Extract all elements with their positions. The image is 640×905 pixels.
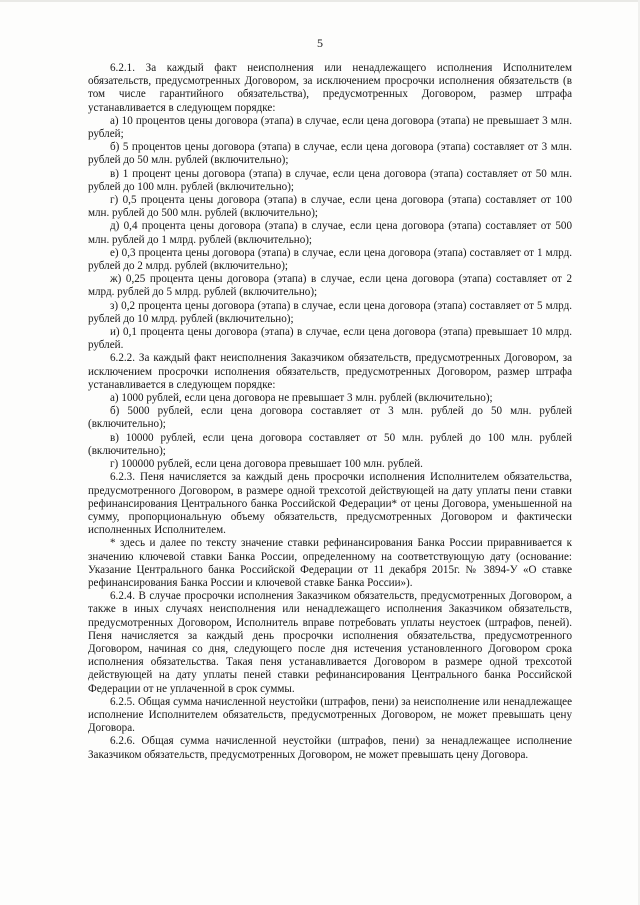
paragraph-6-2-3: 6.2.3. Пеня начисляется за каждый день просрочки исполнения Исполнителем обязательства, предусмотренного Договором, в размере одной трехсотой действующей на дату уплаты пени ставки рефинансирования Центрального банка Российской Федерации* от цены Договора, уменьшенной на сумму, пропорциональную объему обязательств, предусмотренных Договором и фактически исполненных Исполнителем. xyxy=(88,471,572,537)
list-item-b: б) 5 процентов цены договора (этапа) в случае, если цена договора (этапа) составляет от 3 млн. рублей до 50 млн. рублей (включительно); xyxy=(88,141,572,167)
list-item-v: в) 1 процент цены договора (этапа) в случае, если цена договора (этапа) составляет от 50 млн. рублей до 100 млн. рублей (включительно); xyxy=(88,167,572,193)
scan-edge xyxy=(0,0,640,2)
paragraph-6-2-6: 6.2.6. Общая сумма начисленной неустойки (штрафов, пени) за ненадлежащее исполнение Заказчиком обязательств, предусмотренных Договором, не может превышать цену Договора. xyxy=(88,735,572,761)
list-item-zh: ж) 0,25 процента цены договора (этапа) в случае, если цена договора (этапа) составляет от 2 млрд. рублей до 5 млрд. рублей (включительно); xyxy=(88,273,572,299)
paragraph-6-2-5: 6.2.5. Общая сумма начисленной неустойки (штрафов, пени) за неисполнение или ненадлежащее исполнение Исполнителем обязательств, предусмотренных Договором, не может превышать цену Договора. xyxy=(88,695,572,735)
footnote-refinancing-rate: * здесь и далее по тексту значение ставки рефинансирования Банка России приравнивается к значению ключевой ставки Банка России, определенному на соответствующую дату (основание: Указание Центрального банка Российской Федерации от 11 декабря 2015г. № 3894-У «О ставке рефинансирования Банка России и ключевой ставке Банка России»). xyxy=(88,537,572,589)
list-item-a: а) 1000 рублей, если цена договора не превышает 3 млн. рублей (включительно); xyxy=(110,392,493,405)
list-item-v: в) 10000 рублей, если цена договора составляет от 50 млн. рублей до 100 млн. рублей (включительно); xyxy=(88,431,572,457)
paragraph-6-2-2: 6.2.2. За каждый факт неисполнения Заказчиком обязательств, предусмотренных Договором, за исключением просрочки исполнения обязательств, предусмотренных Договором, размер штрафа устанавливается в следующем порядке: xyxy=(88,352,572,391)
list-item-g: г) 100000 рублей, если цена договора превышает 100 млн. рублей. xyxy=(110,458,423,471)
list-item-b: б) 5000 рублей, если цена договора составляет от 3 млн. рублей до 50 млн. рублей (включительно); xyxy=(88,405,572,431)
list-item-e: е) 0,3 процента цены договора (этапа) в случае, если цена договора (этапа) составляет от 1 млрд. рублей до 2 млрд. рублей (включительно); xyxy=(88,246,572,273)
list-item-a: а) 10 процентов цены договора (этапа) в случае, если цена договора (этапа) не превышает 3 млн. рублей; xyxy=(88,114,572,141)
list-item-i: и) 0,1 процента цены договора (этапа) в случае, если цена договора (этапа) превышает 10 млрд. рублей. xyxy=(88,326,572,352)
list-item-d: д) 0,4 процента цены договора (этапа) в случае, если цена договора (этапа) составляет от 500 млн. рублей до 1 млрд. рублей (включительно); xyxy=(88,220,572,246)
list-item-g: г) 0,5 процента цены договора (этапа) в случае, если цена договора (этапа) составляет от 100 млн. рублей до 500 млн. рублей (включительно); xyxy=(88,194,572,220)
paragraph-6-2-4: 6.2.4. В случае просрочки исполнения Заказчиком обязательств, предусмотренных Договором, а также в иных случаях неисполнения или ненадлежащего исполнения Заказчиком обязательств, предусмотренных Договором, Исполнитель вправе потребовать уплаты неустоек (штрафов, пеней). Пеня начисляется за каждый день просрочки исполнения обязательства, предусмотренного Договором, начиная со дня, следующего после дня истечения установленного Договором срока исполнения обязательства. Такая пеня устанавливается Договором в размере одной трехсотой действующей на дату уплаты пеней ставки рефинансирования Центрального банка Российской Федерации от не уплаченной в срок суммы. xyxy=(88,590,572,695)
list-item-z: з) 0,2 процента цены договора (этапа) в случае, если цена договора (этапа) составляет от 5 млрд. рублей до 10 млрд. рублей (включительно); xyxy=(88,299,572,325)
page-number: 5 xyxy=(317,36,323,50)
paragraph-6-2-1: 6.2.1. За каждый факт неисполнения или ненадлежащего исполнения Исполнителем обязательств, предусмотренных Договором, за исключением просрочки исполнения обязательств (в том числе гарантийного обязательства), предусмотренных Договором, размер штрафа устанавливается в следующем порядке: xyxy=(88,62,572,114)
document-body xyxy=(88,62,572,762)
